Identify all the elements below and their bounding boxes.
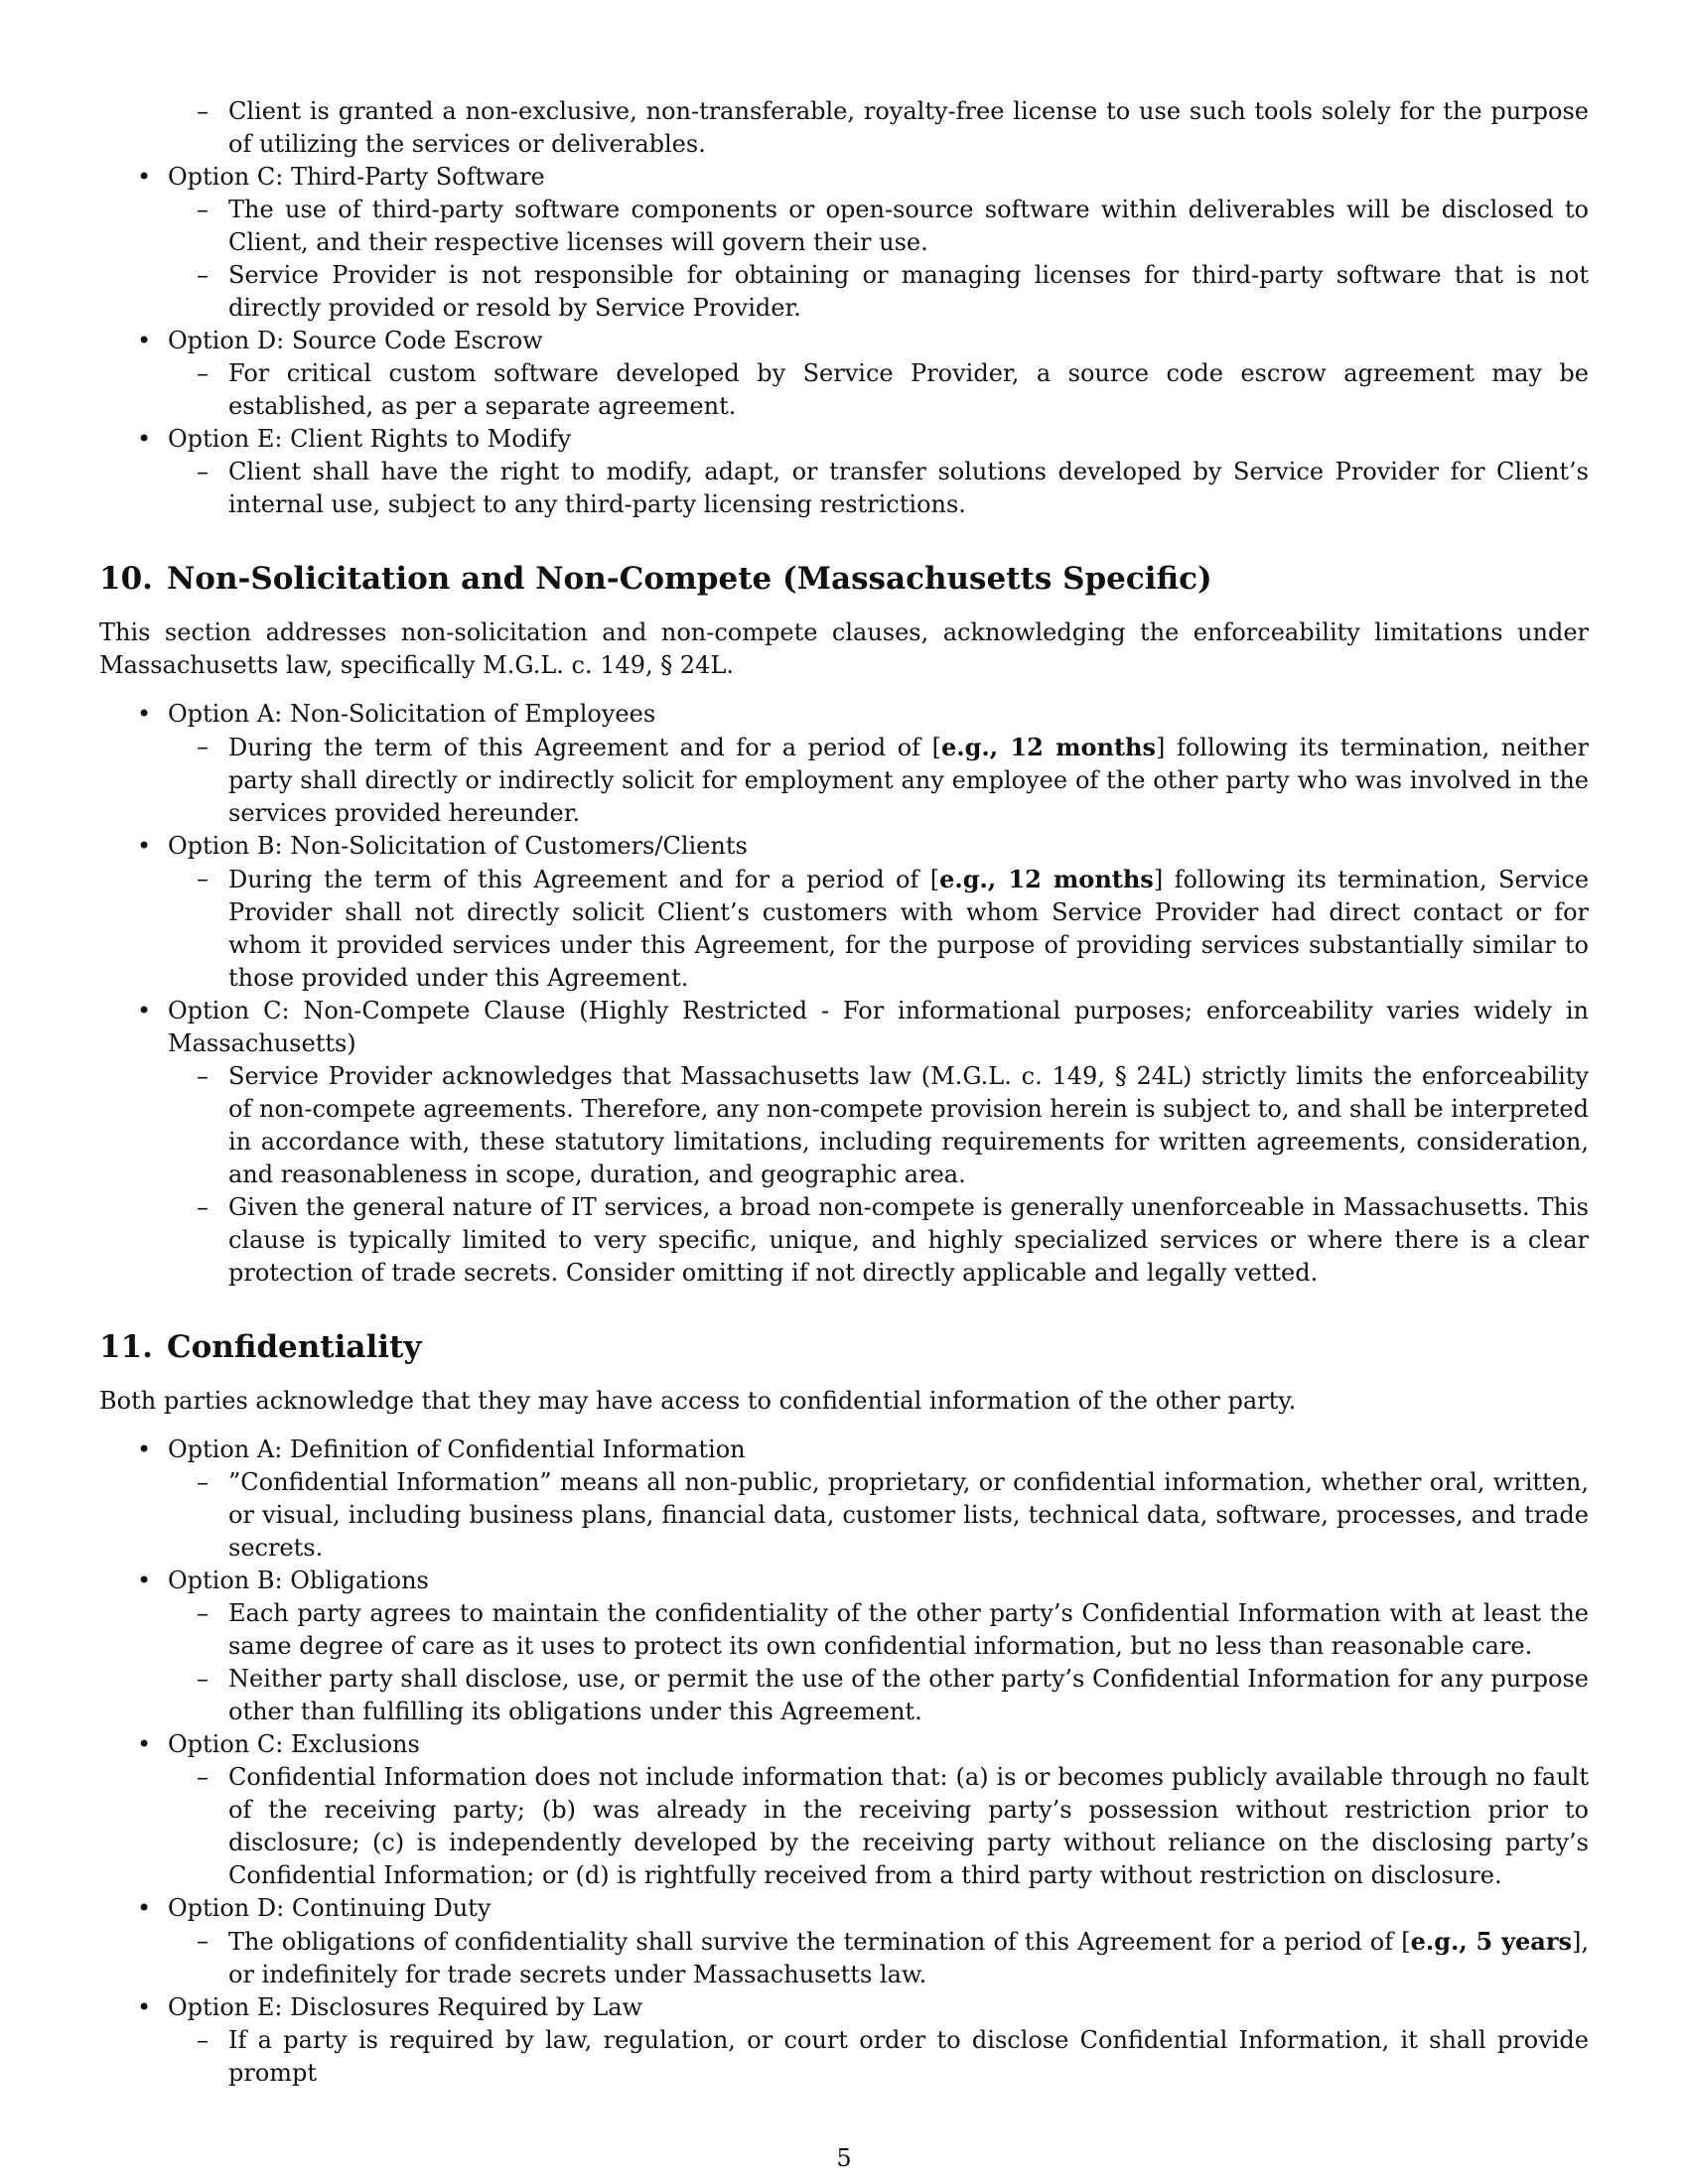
list-subitem: – Each party agrees to maintain the confidentiality of the other party’s Confidential Information with at least the same degree of care as it uses to protect its own confidential information, but no less than reasonable care.: [99, 1597, 1589, 1663]
option-label: • Option A: Definition of Confidential Information: [99, 1433, 1589, 1466]
section-intro: Both parties acknowledge that they may have access to confidential information of the other party.: [99, 1387, 1297, 1415]
list-subitem: – The obligations of confidentiality shall survive the termination of this Agreement for a period of [e.g., 5 years], or indefinitely for trade secrets under Massachusetts law.: [99, 1925, 1589, 1991]
option-label: • Option A: Non-Solicitation of Employees: [99, 698, 1589, 731]
list-subitem: – ”Confidential Information” means all non-public, proprietary, or confidential information, whether oral, written, or visual, including business plans, financial data, customer lists, technical data, software, processes, and trade secrets.: [99, 1466, 1589, 1565]
list-subitem: – Service Provider acknowledges that Massachusetts law (M.G.L. c. 149, § 24L) strictly limits the enforceability of non-compete agreements. Therefore, any non-compete provision herein is subject to, and shall be interpreted in accordance with, these statutory limitations, including requirements for written agreements, consideration, and reasonableness in scope, duration, and geographic area.: [99, 1060, 1589, 1191]
list-subitem: – For critical custom software developed by Service Provider, a source code escrow agreement may be established, as per a separate agreement.: [99, 357, 1589, 423]
list-subitem: – During the term of this Agreement and for a period of [e.g., 12 months] following its termination, neither party shall directly or indirectly solicit for employment any employee of the other party who was involved in the services provided hereunder.: [99, 731, 1589, 830]
section-number: 11.: [99, 1329, 153, 1365]
option-label: • Option B: Non-Solicitation of Customers/Clients: [99, 830, 1589, 863]
placeholder-term: e.g., 12 months: [939, 865, 1154, 893]
option-label: • Option E: Client Rights to Modify: [99, 423, 1589, 456]
section-title: Non-Solicitation and Non-Compete (Massachusetts Specific): [166, 561, 1212, 597]
option-label: • Option D: Source Code Escrow: [99, 325, 1589, 357]
document-page: [99, 95, 1589, 2090]
list-subitem: – Confidential Information does not include information that: (a) is or becomes publicly available through no fault of the receiving party; (b) was already in the receiving party’s possession without restriction prior to disclosure; (c) is independently developed by the receiving party without reliance on the disclosing party’s Confidential Information; or (d) is rightfully received from a third party without restriction on disclosure.: [99, 1761, 1589, 1892]
option-label: • Option C: Exclusions: [99, 1728, 1589, 1761]
option-label: • Option D: Continuing Duty: [99, 1892, 1589, 1925]
list-subitem: – Service Provider is not responsible for obtaining or managing licenses for third-party software that is not directly provided or resold by Service Provider.: [99, 259, 1589, 325]
option-label: • Option B: Obligations: [99, 1565, 1589, 1597]
list-subitem: – Client shall have the right to modify, adapt, or transfer solutions developed by Service Provider for Client’s internal use, subject to any third-party licensing restrictions.: [99, 456, 1589, 521]
section-heading: [99, 1327, 1589, 1367]
list-subitem: – If a party is required by law, regulation, or court order to disclose Confidential Information, it shall provide prompt: [99, 2024, 1589, 2090]
list-subitem: – Client is granted a non-exclusive, non-transferable, royalty-free license to use such tools solely for the purpose of utilizing the services or deliverables.: [99, 95, 1589, 161]
list-subitem: – The use of third-party software components or open-source software within deliverables will be disclosed to Client, and their respective licenses will govern their use.: [99, 194, 1589, 259]
list-subitem: – Neither party shall disclose, use, or permit the use of the other party’s Confidential Information for any purpose other than fulfilling its obligations under this Agreement.: [99, 1663, 1589, 1728]
option-label: • Option C: Third-Party Software: [99, 161, 1589, 194]
list-subitem: – During the term of this Agreement and for a period of [e.g., 12 months] following its termination, Service Provider shall not directly solicit Client’s customers with whom Service Provider had direct contact or for whom it provided services under this Agreement, for the purpose of providing services substantially similar to those provided under this Agreement.: [99, 863, 1589, 995]
option-label: • Option C: Non-Compete Clause (Highly Restricted - For informational purposes; enforceability varies widely in Massachusetts): [99, 995, 1589, 1060]
placeholder-term: e.g., 5 years: [1410, 1927, 1573, 1956]
page-number: 5: [836, 2144, 852, 2172]
section-title: Confidentiality: [166, 1329, 422, 1365]
placeholder-term: e.g., 12 months: [940, 733, 1157, 761]
list-subitem: – Given the general nature of IT services, a broad non-compete is generally unenforceable in Massachusetts. This clause is typically limited to very specific, unique, and highly specialized services or where there is a clear protection of trade secrets. Consider omitting if not directly applicable and legally vetted.: [99, 1191, 1589, 1290]
section-number: 10.: [99, 561, 153, 597]
section-intro: This section addresses non-solicitation and non-compete clauses, acknowledging the enforceability limitations under Massachusetts law, specifically M.G.L. c. 149, § 24L.: [99, 618, 1589, 679]
section-heading: [99, 559, 1589, 599]
option-label: • Option E: Disclosures Required by Law: [99, 1991, 1589, 2024]
